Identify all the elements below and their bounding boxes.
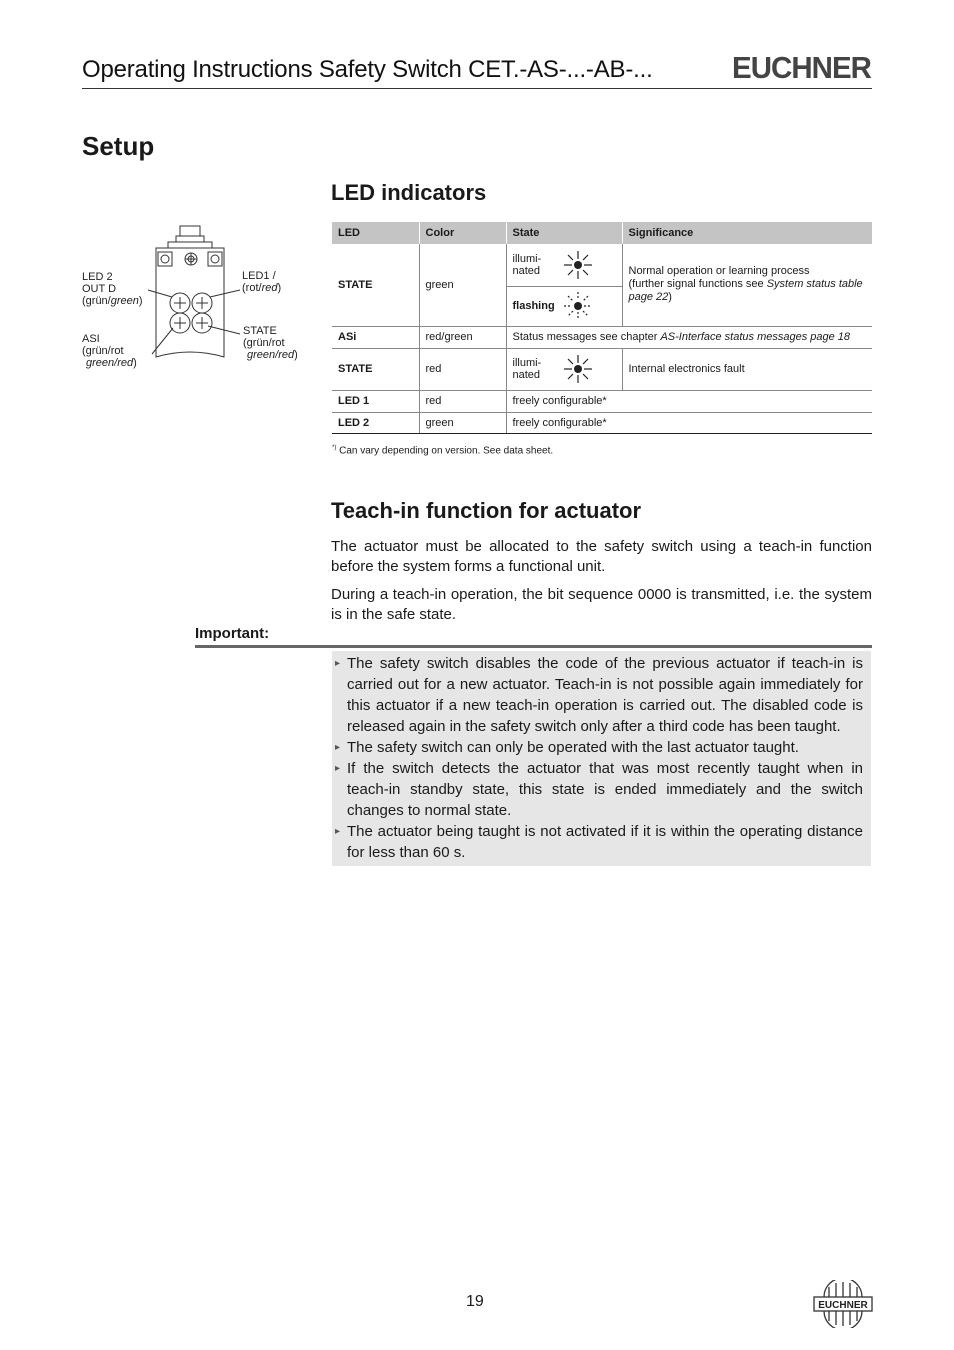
state-text: illumi- nated <box>512 357 542 381</box>
color-cell: green <box>419 244 506 326</box>
color-cell: green <box>419 412 506 433</box>
led-illuminated-icon <box>562 353 594 385</box>
important-divider <box>195 645 872 648</box>
column-header: Significance <box>622 222 872 244</box>
list-item: ▸ If the switch detects the actuator that was most recently taught when in teach-in standby state, this state is ended immediately and the switch changes to normal state. <box>347 758 863 821</box>
state-cell: Status messages see chapter AS-Interface status messages page 18 <box>506 326 872 348</box>
led-cell: LED 2 <box>332 412 419 433</box>
significance-reference: System status table page 22 <box>628 278 863 304</box>
switch-led-diagram <box>140 222 250 362</box>
table-row <box>332 412 872 433</box>
column-header: Color <box>419 222 506 244</box>
list-item: ▸ The safety switch can only be operated with the last actuator taught. <box>347 737 863 758</box>
significance-cell: Internal electronics fault <box>622 348 872 390</box>
footnote-mark: *) <box>332 445 337 451</box>
led-cell: STATE <box>332 348 419 390</box>
state-cell <box>506 286 622 326</box>
teach-in-heading: Teach-in function for actuator <box>331 498 642 523</box>
table-footnote: *) Can vary depending on version. See data sheet. <box>332 445 554 457</box>
teach-in-paragraph: During a teach-in operation, the bit sequence 0000 is transmitted, i.e. the system is in the safe state. <box>331 586 872 623</box>
led-cell: STATE <box>332 244 419 326</box>
footer-logo-text: EUCHNER <box>818 1300 868 1311</box>
led-cell: ASi <box>332 326 419 348</box>
teach-in-paragraph: The actuator must be allocated to the safety switch using a teach-in function before the system forms a functional unit. <box>331 538 872 575</box>
diagram-label-state: STATE (grün/rot green/red) <box>243 325 298 361</box>
color-cell: red/green <box>419 326 506 348</box>
header-divider <box>82 88 872 89</box>
significance-cell: Normal operation or learning process (further signal functions see System status table page 22) <box>622 244 872 326</box>
table-header-row <box>332 222 872 244</box>
document-header-title: Operating Instructions Safety Switch CET.-AS-...-AB-... <box>82 56 653 83</box>
important-label: Important: <box>195 625 270 642</box>
list-item: ▸ The safety switch disables the code of the previous actuator if teach-in is carried out for a new actuator. Teach-in is not possible again immediately for this actuator if a new teach-in operation is carried out. The disabled code is released again in the safety switch only after a third code has been taught. <box>347 653 863 737</box>
significance-text: (further signal functions see <box>628 278 767 291</box>
important-notice-box <box>332 651 871 866</box>
led-cell: LED 1 <box>332 390 419 412</box>
table-row <box>332 348 872 390</box>
diagram-label-asi: ASI (grün/rot green/red) <box>82 333 137 369</box>
state-text: flashing <box>512 300 555 312</box>
diagram-label-led1: LED1 / (rot/red) <box>242 270 282 294</box>
important-list <box>332 651 871 863</box>
footer-brand-logo <box>812 1280 874 1328</box>
led-illuminated-icon <box>562 249 594 281</box>
color-cell: red <box>419 348 506 390</box>
significance-text: Normal operation or learning process <box>628 265 810 278</box>
diagram-label-led2: LED 2 OUT D (grün/green) <box>82 271 143 307</box>
section-title: Setup <box>82 131 155 161</box>
table-row <box>332 244 872 286</box>
column-header: State <box>506 222 622 244</box>
table-row <box>332 326 872 348</box>
list-item: ▸ The actuator being taught is not activated if it is within the operating distance for less than 60 s. <box>347 821 863 863</box>
led-flashing-icon <box>562 290 594 322</box>
state-text: illumi- nated <box>512 252 542 277</box>
state-cell: freely configurable* <box>506 412 872 433</box>
state-cell <box>506 348 622 390</box>
led-indicators-heading: LED indicators <box>331 180 487 205</box>
led-indicators-table <box>332 222 872 434</box>
color-cell: red <box>419 390 506 412</box>
status-reference: AS-Interface status messages page 18 <box>660 331 851 343</box>
state-cell <box>506 244 622 286</box>
page-number: 19 <box>466 1293 484 1310</box>
brand-logo: EUCHNER <box>732 50 871 85</box>
state-cell: freely configurable* <box>506 390 872 412</box>
table-row <box>332 390 872 412</box>
column-header: LED <box>332 222 419 244</box>
